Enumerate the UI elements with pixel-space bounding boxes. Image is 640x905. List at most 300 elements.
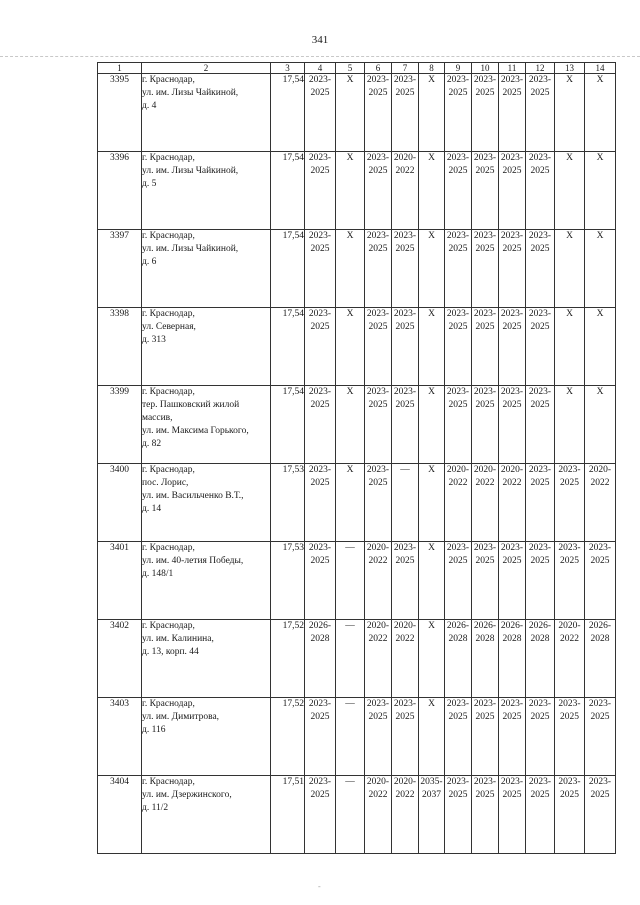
column-header-10: 10 — [472, 63, 499, 74]
year-range-line: 2025 — [368, 400, 388, 410]
year-range-line: 2023- — [393, 309, 417, 319]
year-range-cell — [445, 698, 472, 776]
column-header-1: 1 — [98, 63, 142, 74]
address-line: пос. Лорис, — [142, 478, 189, 488]
year-range-line: 2025 — [530, 244, 550, 254]
year-range-cell — [472, 464, 499, 542]
year-range-line: 2025 — [502, 88, 522, 98]
row-number: 3396 — [98, 152, 142, 230]
table-row — [98, 152, 616, 230]
table-row — [98, 776, 616, 854]
year-range-cell — [526, 464, 555, 542]
address-line: ул. им. Максима Горького, — [142, 426, 249, 436]
address-line: г. Краснодар, — [142, 231, 195, 241]
address-line: ул. им. Лизы Чайкиной, — [142, 244, 239, 254]
year-range-line: 2022 — [475, 478, 495, 488]
year-range-cell — [472, 230, 499, 308]
year-range-cell — [555, 776, 585, 854]
year-range-line: 2025 — [530, 400, 550, 410]
year-range-line: 2025 — [590, 790, 610, 800]
mark-cell: X — [336, 464, 365, 542]
year-range-line: 2025 — [310, 166, 330, 176]
mark-cell: X — [419, 542, 445, 620]
mark-cell: X — [336, 74, 365, 152]
year-range-line: 2025 — [502, 712, 522, 722]
mark-cell: X — [585, 386, 616, 464]
year-range-cell — [445, 152, 472, 230]
mark-cell: X — [419, 464, 445, 542]
mark-cell: X — [555, 152, 585, 230]
year-range-line: 2023- — [473, 309, 497, 319]
year-range-line: 2025 — [590, 712, 610, 722]
year-range-cell — [585, 698, 616, 776]
address-line: г. Краснодар, — [142, 75, 195, 85]
row-number: 3403 — [98, 698, 142, 776]
mark-cell: X — [419, 74, 445, 152]
year-range-cell — [445, 74, 472, 152]
address-line: г. Краснодар, — [142, 777, 195, 787]
year-range-line: 2023- — [446, 231, 470, 241]
mark-cell: — — [336, 542, 365, 620]
year-range-line: 2022 — [590, 478, 610, 488]
address-line: ул. им. Лизы Чайкиной, — [142, 166, 239, 176]
year-range-line: 2023- — [500, 777, 524, 787]
address-cell — [142, 308, 271, 386]
address-line: массив, — [142, 413, 173, 423]
year-range-cell — [365, 776, 392, 854]
year-range-line: 2023- — [366, 75, 390, 85]
year-range-line: 2020- — [393, 153, 417, 163]
year-range-cell — [472, 74, 499, 152]
address-cell — [142, 152, 271, 230]
year-range-cell — [472, 386, 499, 464]
year-range-cell — [472, 620, 499, 698]
year-range-cell — [392, 776, 419, 854]
mark-cell: X — [585, 230, 616, 308]
year-range-cell — [305, 230, 336, 308]
year-range-cell — [472, 698, 499, 776]
mark-cell: X — [585, 74, 616, 152]
year-range-cell — [392, 230, 419, 308]
year-range-line: 2023- — [500, 231, 524, 241]
year-range-line: 2020- — [366, 543, 390, 553]
column-header-14: 14 — [585, 63, 616, 74]
year-range-line: 2023- — [308, 153, 332, 163]
year-range-line: 2022 — [395, 634, 415, 644]
year-range-line: 2023- — [366, 699, 390, 709]
year-range-line: 2023- — [558, 699, 581, 709]
year-range-cell — [365, 698, 392, 776]
year-range-cell — [499, 308, 526, 386]
address-line: ул. им. 40-летия Победы, — [142, 556, 244, 566]
year-range-cell — [365, 230, 392, 308]
year-range-cell — [392, 698, 419, 776]
year-range-cell — [365, 386, 392, 464]
mark-cell: X — [419, 698, 445, 776]
year-range-line: 2023- — [528, 75, 552, 85]
mark-cell: X — [419, 230, 445, 308]
year-range-line: 2023- — [446, 699, 470, 709]
table-row — [98, 308, 616, 386]
year-range-line: 2023- — [473, 75, 497, 85]
year-range-line: 2025 — [502, 244, 522, 254]
page-footer-mark: - — [318, 882, 321, 891]
column-header-6: 6 — [365, 63, 392, 74]
year-range-line: 2023- — [528, 231, 552, 241]
year-range-cell — [365, 620, 392, 698]
scan-divider — [0, 56, 640, 57]
table-row — [98, 698, 616, 776]
year-range-line: 2023- — [393, 543, 417, 553]
address-line: д. 148/1 — [142, 569, 174, 579]
address-line: д. 116 — [142, 725, 166, 735]
year-range-line: 2025 — [448, 166, 468, 176]
year-range-line: 2023- — [393, 387, 417, 397]
year-range-line: 2025 — [395, 322, 415, 332]
mark-cell: X — [336, 308, 365, 386]
value-cell: 17,53 — [271, 542, 305, 620]
table-body — [98, 74, 616, 854]
year-range-line: 2025 — [530, 478, 550, 488]
year-range-line: 2025 — [368, 478, 388, 488]
address-line: д. 11/2 — [142, 803, 169, 813]
address-line: д. 82 — [142, 439, 162, 449]
year-range-cell — [585, 776, 616, 854]
year-range-cell — [445, 620, 472, 698]
year-range-line: 2023- — [366, 387, 390, 397]
column-header-12: 12 — [526, 63, 555, 74]
year-range-line: 2023- — [473, 387, 497, 397]
year-range-line: 2035- — [420, 777, 443, 787]
year-range-line: 2023- — [588, 543, 612, 553]
year-range-cell — [499, 620, 526, 698]
year-range-cell — [392, 74, 419, 152]
address-line: г. Краснодар, — [142, 543, 195, 553]
address-cell — [142, 74, 271, 152]
year-range-line: 2023- — [446, 309, 470, 319]
year-range-line: 2023- — [308, 231, 332, 241]
year-range-line: 2023- — [473, 543, 497, 553]
year-range-cell — [499, 464, 526, 542]
year-range-line: 2025 — [395, 556, 415, 566]
year-range-cell — [305, 464, 336, 542]
year-range-line: 2023- — [588, 699, 612, 709]
address-line: д. 313 — [142, 335, 166, 345]
year-range-line: 2025 — [560, 478, 579, 488]
year-range-line: 2020- — [366, 621, 390, 631]
year-range-line: 2023- — [393, 699, 417, 709]
year-range-cell — [555, 698, 585, 776]
year-range-line: 2023- — [308, 75, 332, 85]
year-range-line: 2026- — [528, 621, 552, 631]
year-range-line: 2025 — [475, 88, 495, 98]
year-range-cell — [526, 308, 555, 386]
year-range-cell — [499, 698, 526, 776]
year-range-cell — [526, 542, 555, 620]
year-range-line: 2022 — [448, 478, 468, 488]
column-header-11: 11 — [499, 63, 526, 74]
value-cell: 17,54 — [271, 308, 305, 386]
year-range-line: 2025 — [448, 322, 468, 332]
year-range-line: 2023- — [528, 543, 552, 553]
address-line: г. Краснодар, — [142, 387, 195, 397]
year-range-line: 2025 — [368, 166, 388, 176]
year-range-cell — [526, 776, 555, 854]
table-row — [98, 74, 616, 152]
mark-cell: — — [336, 776, 365, 854]
year-range-cell — [305, 386, 336, 464]
row-number: 3402 — [98, 620, 142, 698]
year-range-cell — [392, 386, 419, 464]
year-range-line: 2028 — [475, 634, 495, 644]
row-number: 3400 — [98, 464, 142, 542]
column-header-4: 4 — [305, 63, 336, 74]
address-line: г. Краснодар, — [142, 465, 195, 475]
year-range-line: 2020- — [366, 777, 390, 787]
year-range-line: 2025 — [310, 790, 330, 800]
year-range-cell — [526, 386, 555, 464]
column-header-5: 5 — [336, 63, 365, 74]
year-range-line: 2026- — [473, 621, 497, 631]
year-range-line: 2023- — [446, 387, 470, 397]
mark-cell: X — [419, 386, 445, 464]
year-range-line: 2037 — [422, 790, 441, 800]
value-cell: 17,54 — [271, 230, 305, 308]
year-range-line: 2025 — [502, 322, 522, 332]
year-range-cell — [526, 620, 555, 698]
year-range-cell — [445, 542, 472, 620]
mark-cell: — — [392, 464, 419, 542]
year-range-line: 2025 — [560, 556, 579, 566]
year-range-line: 2025 — [560, 712, 579, 722]
year-range-line: 2023- — [446, 777, 470, 787]
year-range-cell — [392, 152, 419, 230]
year-range-line: 2026- — [500, 621, 524, 631]
year-range-line: 2025 — [475, 556, 495, 566]
year-range-line: 2025 — [448, 400, 468, 410]
year-range-line: 2023- — [366, 465, 390, 475]
address-cell — [142, 620, 271, 698]
table-row — [98, 386, 616, 464]
year-range-line: 2020- — [588, 465, 612, 475]
year-range-line: 2023- — [528, 153, 552, 163]
year-range-line: 2025 — [368, 712, 388, 722]
year-range-line: 2023- — [558, 777, 581, 787]
year-range-line: 2023- — [366, 231, 390, 241]
table-row — [98, 620, 616, 698]
year-range-line: 2025 — [475, 322, 495, 332]
year-range-line: 2025 — [395, 88, 415, 98]
year-range-cell — [555, 620, 585, 698]
year-range-line: 2023- — [308, 465, 332, 475]
year-range-line: 2023- — [500, 387, 524, 397]
year-range-line: 2022 — [368, 790, 388, 800]
year-range-cell — [305, 698, 336, 776]
year-range-line: 2026- — [446, 621, 470, 631]
year-range-cell — [472, 152, 499, 230]
address-line: ул. им. Дзержинского, — [142, 790, 232, 800]
year-range-cell — [499, 776, 526, 854]
row-number: 3399 — [98, 386, 142, 464]
year-range-cell — [472, 776, 499, 854]
year-range-cell — [365, 152, 392, 230]
year-range-line: 2022 — [368, 556, 388, 566]
year-range-cell — [555, 464, 585, 542]
year-range-cell — [445, 464, 472, 542]
year-range-line: 2025 — [530, 166, 550, 176]
column-header-13: 13 — [555, 63, 585, 74]
year-range-cell — [585, 542, 616, 620]
year-range-line: 2023- — [473, 231, 497, 241]
page-number: 341 — [311, 34, 329, 46]
year-range-line: 2025 — [395, 712, 415, 722]
address-line: д. 14 — [142, 504, 162, 514]
year-range-line: 2025 — [310, 400, 330, 410]
year-range-line: 2025 — [530, 88, 550, 98]
address-line: ул. им. Лизы Чайкиной, — [142, 88, 239, 98]
address-cell — [142, 542, 271, 620]
year-range-line: 2023- — [473, 699, 497, 709]
year-range-cell — [526, 74, 555, 152]
year-range-line: 2025 — [502, 790, 522, 800]
year-range-line: 2025 — [530, 790, 550, 800]
year-range-cell — [555, 542, 585, 620]
year-range-line: 2023- — [446, 543, 470, 553]
mark-cell: X — [336, 152, 365, 230]
year-range-line: 2025 — [502, 556, 522, 566]
year-range-cell — [392, 620, 419, 698]
year-range-line: 2020- — [500, 465, 524, 475]
year-range-cell — [305, 776, 336, 854]
year-range-cell — [305, 308, 336, 386]
year-range-cell — [585, 464, 616, 542]
mark-cell: X — [555, 74, 585, 152]
year-range-line: 2022 — [395, 790, 415, 800]
row-number: 3398 — [98, 308, 142, 386]
year-range-cell — [526, 152, 555, 230]
year-range-line: 2025 — [448, 244, 468, 254]
year-range-cell — [365, 74, 392, 152]
year-range-cell — [499, 386, 526, 464]
value-cell: 17,53 — [271, 464, 305, 542]
mark-cell: — — [336, 620, 365, 698]
year-range-cell — [472, 542, 499, 620]
year-range-line: 2025 — [368, 322, 388, 332]
year-range-line: 2023- — [446, 75, 470, 85]
mark-cell: X — [419, 620, 445, 698]
year-range-line: 2023- — [528, 309, 552, 319]
year-range-line: 2023- — [393, 231, 417, 241]
year-range-line: 2028 — [448, 634, 468, 644]
year-range-line: 2025 — [475, 244, 495, 254]
housing-register-table — [97, 62, 616, 854]
address-line: д. 5 — [142, 179, 157, 189]
year-range-line: 2025 — [590, 556, 610, 566]
year-range-line: 2020- — [393, 777, 417, 787]
year-range-line: 2025 — [530, 322, 550, 332]
year-range-line: 2023- — [528, 777, 552, 787]
year-range-cell — [305, 620, 336, 698]
year-range-line: 2025 — [475, 790, 495, 800]
year-range-line: 2025 — [448, 556, 468, 566]
value-cell: 17,52 — [271, 620, 305, 698]
year-range-cell — [445, 776, 472, 854]
year-range-line: 2023- — [473, 777, 497, 787]
year-range-cell — [585, 620, 616, 698]
year-range-line: 2023- — [500, 309, 524, 319]
year-range-line: 2020- — [558, 621, 581, 631]
table-row — [98, 464, 616, 542]
mark-cell: X — [419, 152, 445, 230]
year-range-line: 2023- — [558, 543, 581, 553]
column-header-8: 8 — [419, 63, 445, 74]
year-range-cell — [499, 542, 526, 620]
column-number-row — [98, 63, 616, 74]
address-line: д. 4 — [142, 101, 157, 111]
year-range-line: 2025 — [310, 478, 330, 488]
address-line: д. 13, корп. 44 — [142, 647, 199, 657]
address-cell — [142, 386, 271, 464]
year-range-cell — [305, 74, 336, 152]
year-range-line: 2023- — [446, 153, 470, 163]
address-line: г. Краснодар, — [142, 153, 195, 163]
year-range-line: 2025 — [310, 556, 330, 566]
value-cell: 17,54 — [271, 152, 305, 230]
year-range-line: 2023- — [558, 465, 581, 475]
year-range-line: 2025 — [475, 400, 495, 410]
row-number: 3395 — [98, 74, 142, 152]
year-range-line: 2026- — [308, 621, 332, 631]
year-range-line: 2022 — [502, 478, 522, 488]
year-range-cell — [526, 698, 555, 776]
year-range-cell — [472, 308, 499, 386]
year-range-cell — [305, 542, 336, 620]
year-range-line: 2023- — [500, 153, 524, 163]
mark-cell: X — [585, 152, 616, 230]
year-range-line: 2023- — [473, 153, 497, 163]
year-range-line: 2025 — [310, 322, 330, 332]
column-header-2: 2 — [142, 63, 271, 74]
column-header-3: 3 — [271, 63, 305, 74]
mark-cell: — — [336, 698, 365, 776]
year-range-line: 2023- — [528, 699, 552, 709]
year-range-line: 2023- — [588, 777, 612, 787]
year-range-line: 2023- — [308, 387, 332, 397]
column-header-7: 7 — [392, 63, 419, 74]
year-range-line: 2025 — [310, 244, 330, 254]
year-range-cell — [445, 230, 472, 308]
table-row — [98, 542, 616, 620]
year-range-line: 2025 — [475, 166, 495, 176]
address-line: ул. им. Димитрова, — [142, 712, 220, 722]
year-range-line: 2025 — [395, 244, 415, 254]
address-line: д. 6 — [142, 257, 157, 267]
year-range-line: 2023- — [500, 699, 524, 709]
mark-cell: X — [555, 308, 585, 386]
table-row — [98, 230, 616, 308]
value-cell: 17,54 — [271, 386, 305, 464]
year-range-line: 2023- — [393, 75, 417, 85]
year-range-line: 2023- — [308, 699, 332, 709]
address-cell — [142, 230, 271, 308]
row-number: 3404 — [98, 776, 142, 854]
year-range-line: 2023- — [308, 309, 332, 319]
year-range-line: 2028 — [530, 634, 550, 644]
year-range-line: 2025 — [368, 244, 388, 254]
column-header-9: 9 — [445, 63, 472, 74]
value-cell: 17,54 — [271, 74, 305, 152]
year-range-line: 2028 — [310, 634, 330, 644]
